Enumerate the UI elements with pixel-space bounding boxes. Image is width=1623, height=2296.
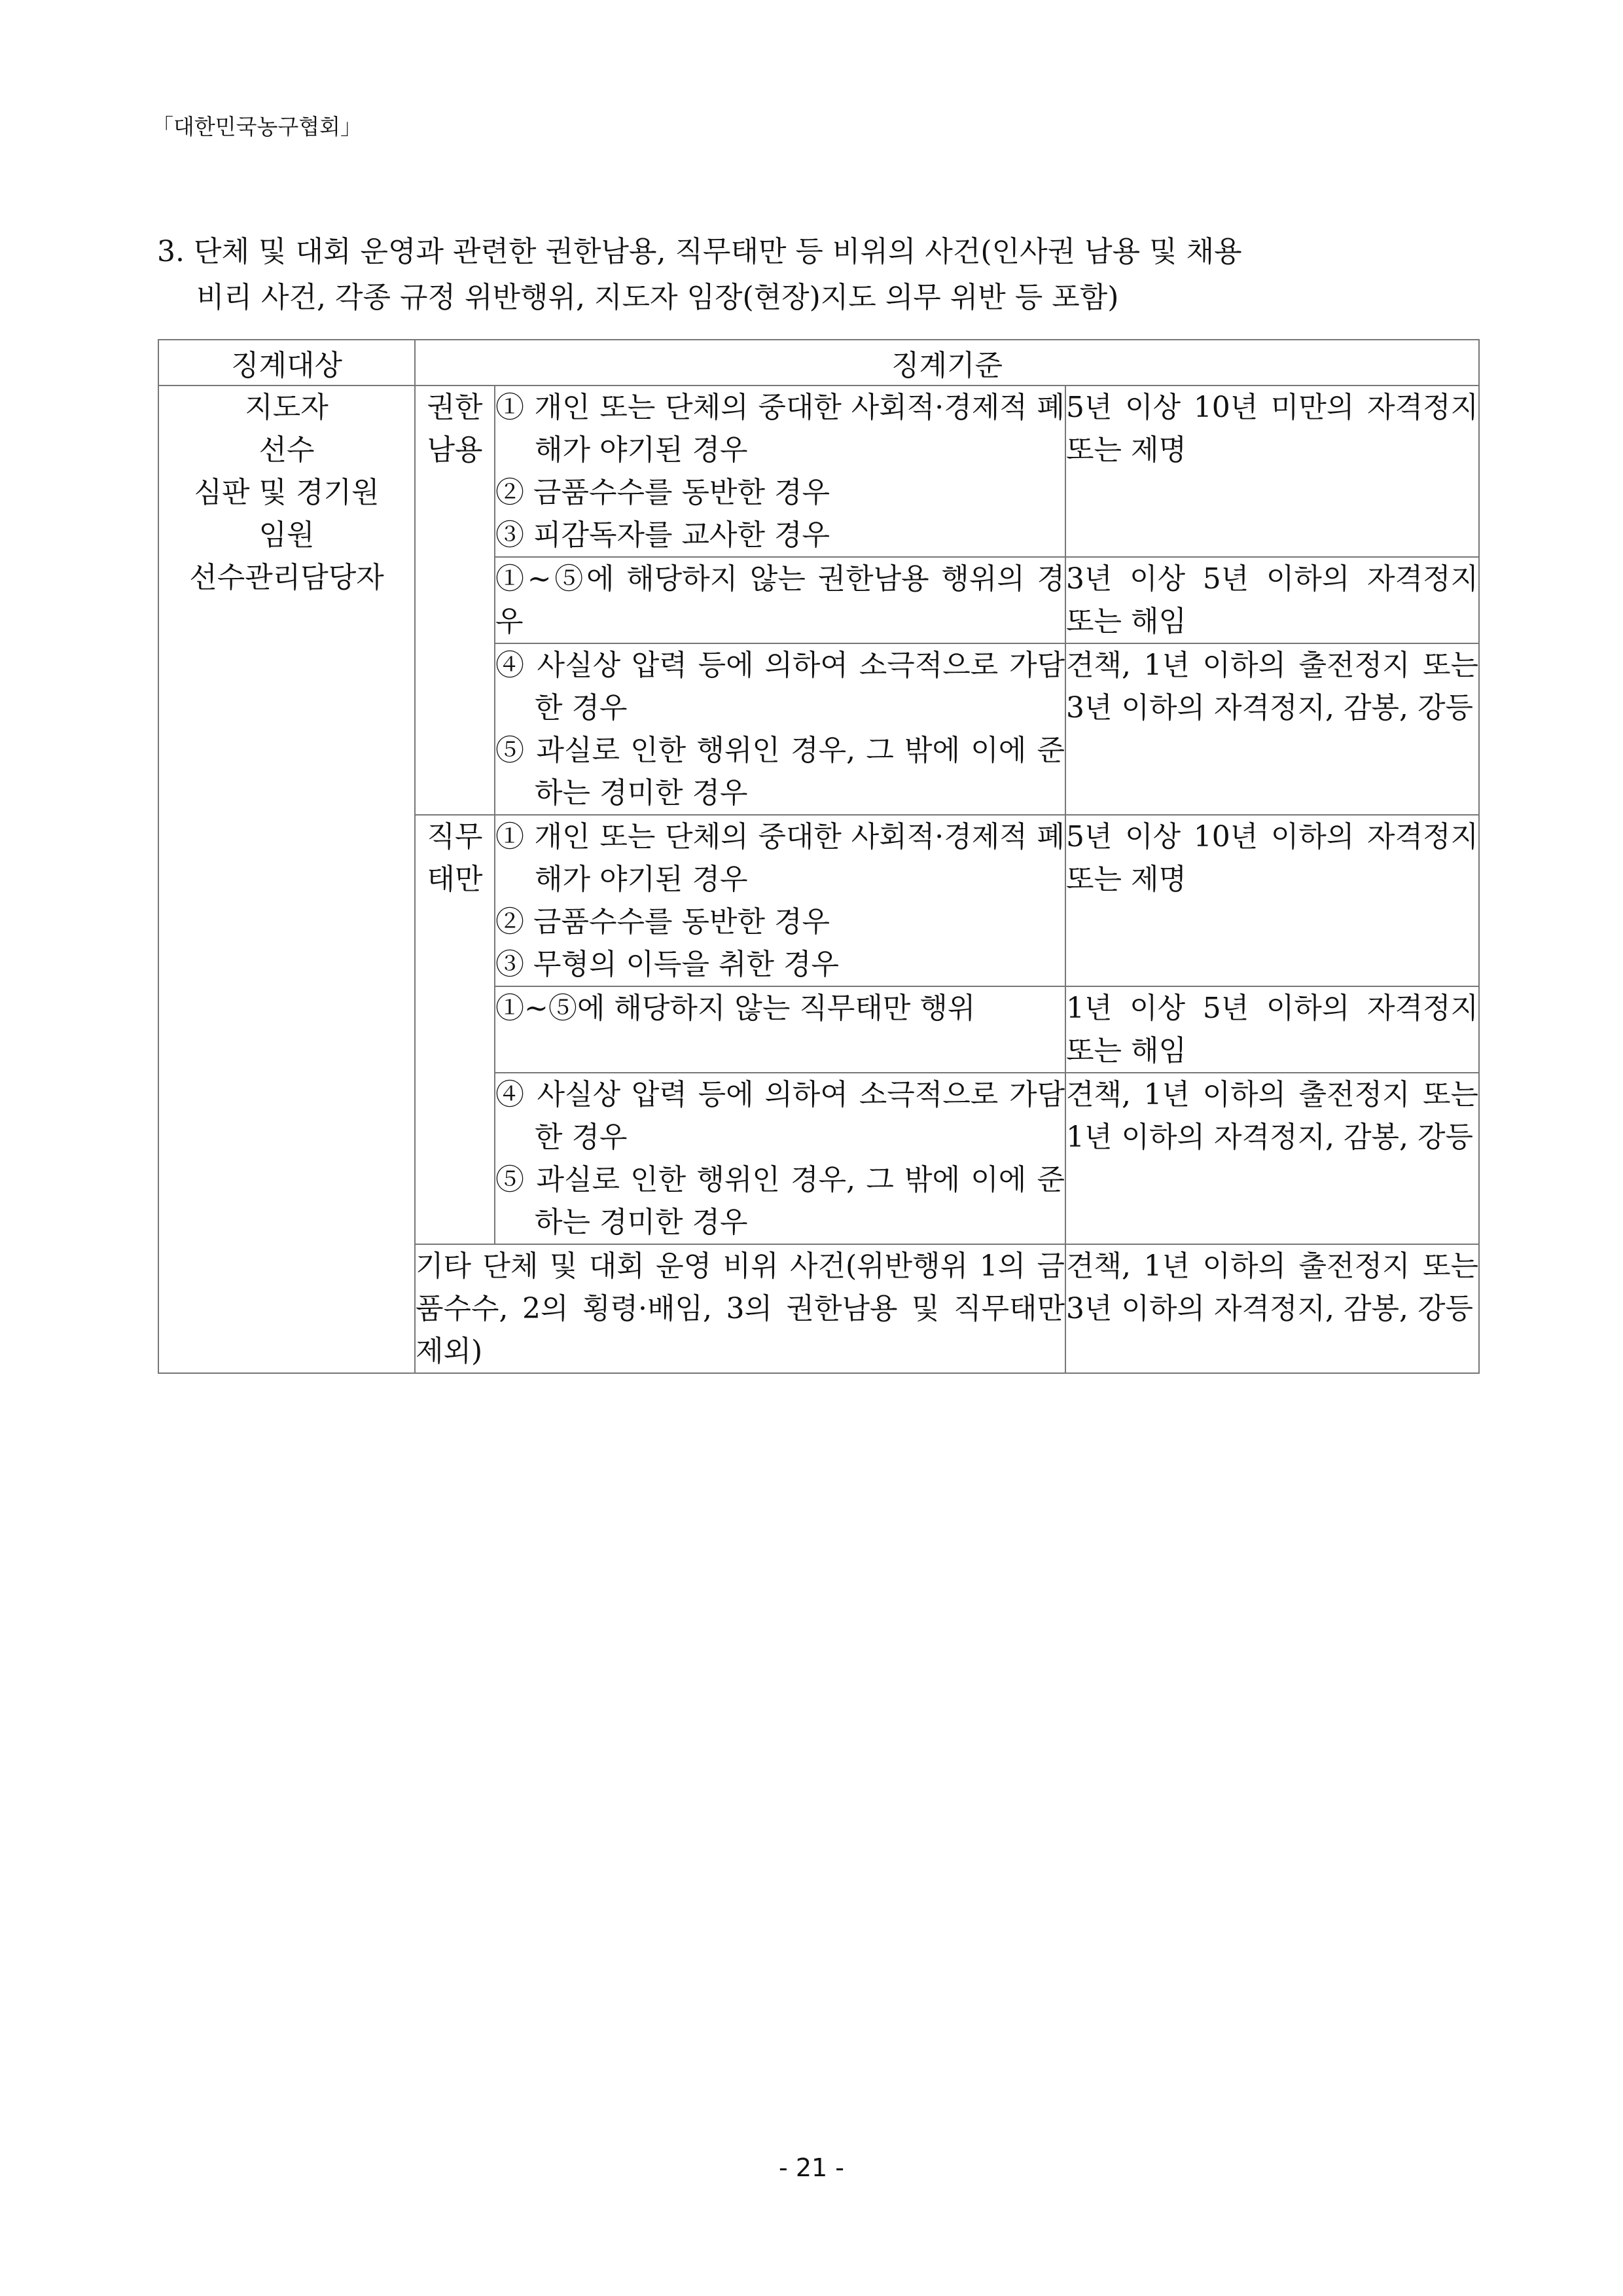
criteria-item: ④ 사실상 압력 등에 의하여 소극적으로 가담한 경우 — [495, 649, 1065, 725]
category-neglect-of-duty: 직무 태만 — [415, 815, 495, 1244]
header-target: 징계대상 — [158, 340, 415, 386]
target-player-manager: 선수관리담당자 — [189, 561, 384, 594]
document-header: 「대한민국농구협회」 — [152, 114, 363, 139]
criteria-item: ① 개인 또는 단체의 중대한 사회적·경제적 폐해가 야기된 경우 — [495, 391, 1065, 467]
criteria-cell: ①~⑤에 해당하지 않는 권한남용 행위의 경우 — [495, 557, 1065, 643]
target-cell — [158, 386, 415, 1373]
sanction-cell: 5년 이상 10년 미만의 자격정지 또는 제명 — [1065, 386, 1479, 557]
target-player: 선수 — [259, 433, 315, 467]
section-title — [157, 229, 1472, 321]
criteria-item: ① 개인 또는 단체의 중대한 사회적·경제적 폐해가 야기된 경우 — [495, 820, 1065, 896]
target-referee: 심판 및 경기원 — [194, 476, 380, 509]
target-executive: 임원 — [259, 518, 315, 552]
target-coach: 지도자 — [245, 391, 329, 424]
category-abuse-of-authority: 권한 남용 — [415, 386, 495, 815]
sanction-cell: 견책, 1년 이하의 출전정지 또는 3년 이하의 자격정지, 감봉, 강등 — [1065, 643, 1479, 815]
sanction-cell: 견책, 1년 이하의 출전정지 또는 3년 이하의 자격정지, 감봉, 강등 — [1065, 1244, 1479, 1373]
discipline-criteria-table — [158, 339, 1480, 1374]
page-number: - 21 - — [779, 2153, 844, 2182]
other-violation-cell: 기타 단체 및 대회 운영 비위 사건(위반행위 1의 금품수수, 2의 횡령·배임, 3의 권한남용 및 직무태만 제외) — [415, 1244, 1065, 1373]
section-title-line-1: 3. 단체 및 대회 운영과 관련한 권한남용, 직무태만 등 비위의 사건(인사권 남용 및 채용 — [157, 235, 1242, 268]
criteria-item: ② 금품수수를 동반한 경우 — [495, 476, 830, 509]
table-header-row — [158, 340, 1479, 386]
sanction-cell: 5년 이상 10년 이하의 자격정지 또는 제명 — [1065, 815, 1479, 986]
criteria-cell — [495, 643, 1065, 815]
criteria-cell: ①~⑤에 해당하지 않는 직무태만 행위 — [495, 986, 1065, 1073]
criteria-cell — [495, 815, 1065, 986]
criteria-item: ⑤ 과실로 인한 행위인 경우, 그 밖에 이에 준하는 경미한 경우 — [495, 734, 1065, 810]
criteria-item: ⑤ 과실로 인한 행위인 경우, 그 밖에 이에 준하는 경미한 경우 — [495, 1163, 1065, 1239]
criteria-cell — [495, 386, 1065, 557]
criteria-cell — [495, 1073, 1065, 1244]
table-row — [158, 386, 1479, 557]
criteria-item: ③ 피감독자를 교사한 경우 — [495, 518, 830, 552]
sanction-cell: 3년 이상 5년 이하의 자격정지 또는 해임 — [1065, 557, 1479, 643]
header-criteria: 징계기준 — [415, 340, 1479, 386]
criteria-item: ③ 무형의 이득을 취한 경우 — [495, 948, 839, 981]
criteria-item: ④ 사실상 압력 등에 의하여 소극적으로 가담한 경우 — [495, 1078, 1065, 1154]
section-title-line-2: 비리 사건, 각종 규정 위반행위, 지도자 임장(현장)지도 의무 위반 등 포함) — [196, 281, 1119, 314]
sanction-cell: 견책, 1년 이하의 출전정지 또는 1년 이하의 자격정지, 감봉, 강등 — [1065, 1073, 1479, 1244]
criteria-item: ② 금품수수를 동반한 경우 — [495, 905, 830, 939]
sanction-cell: 1년 이상 5년 이하의 자격정지 또는 해임 — [1065, 986, 1479, 1073]
